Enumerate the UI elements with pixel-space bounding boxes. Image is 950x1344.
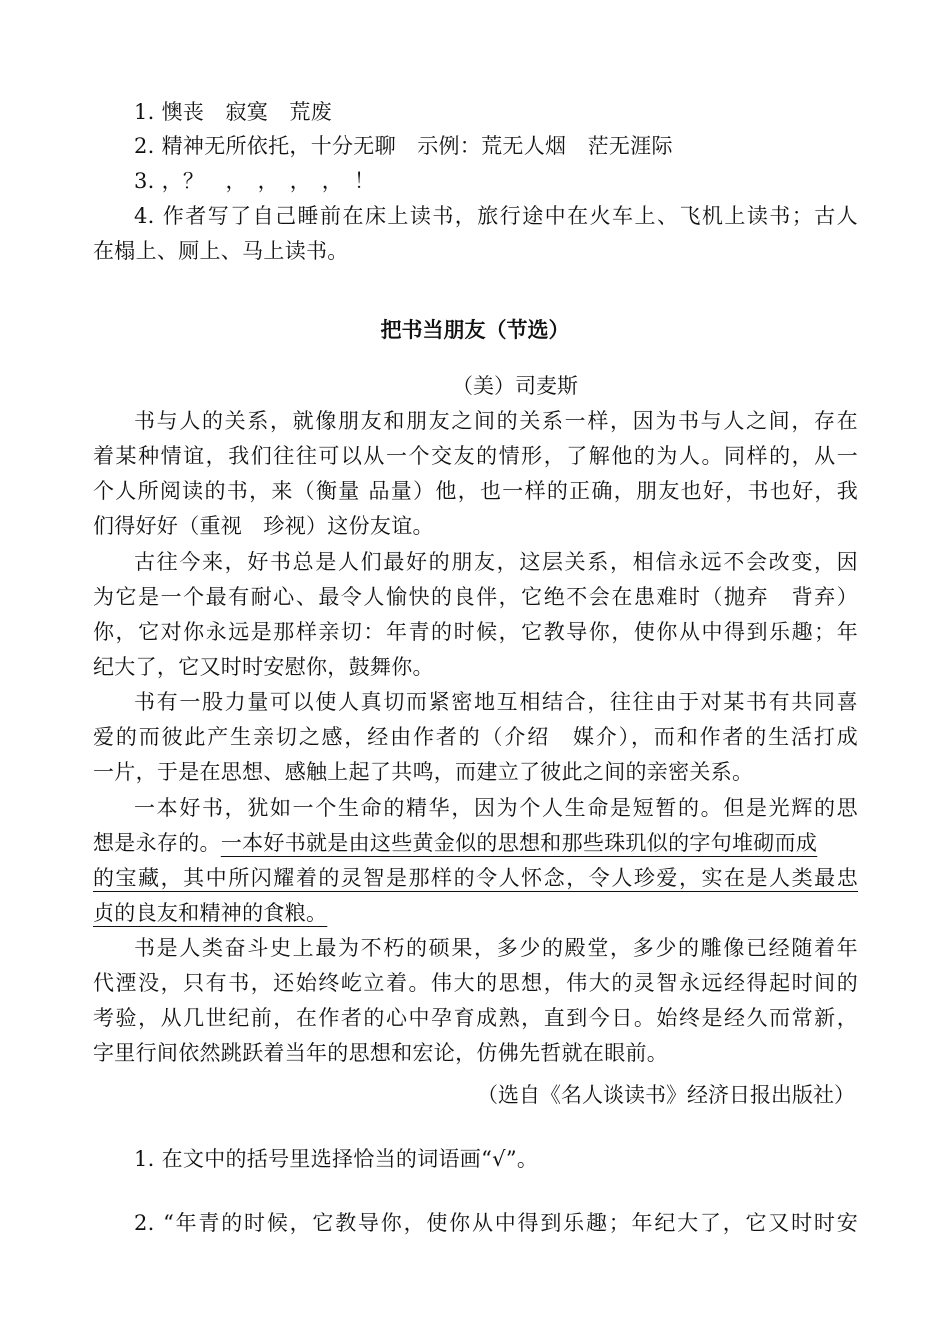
paragraph-3-line: 一片，于是在思想、感触上起了共鸣，而建立了彼此之间的亲密关系。 <box>93 760 754 784</box>
paragraph-5-line: 字里行间依然跳跃着当年的思想和宏论，仿佛先哲就在眼前。 <box>93 1041 669 1065</box>
underlined-sentence: 一本好书就是由这些黄金似的思想和那些珠玑似的字句堆砌而成 <box>220 831 818 855</box>
paragraph-3-line: 书有一股力量可以使人真切而紧密地互相结合，往往由于对某书有共同喜 <box>134 690 858 714</box>
paragraph-4-line <box>93 825 858 861</box>
paragraph-4-line <box>93 895 858 931</box>
paragraph-5-line: 考验，从几世纪前，在作者的心中孕育成熟，直到今日。始终是经久而常新， <box>93 1006 858 1030</box>
underlined-sentence: 贞的良友和精神的食粮。 <box>93 901 328 925</box>
paragraph-1-line: 书与人的关系，就像朋友和朋友之间的关系一样，因为书与人之间，存在 <box>134 409 858 433</box>
answer-3: 3. ，？ ， ， ， ， ！ <box>134 169 376 193</box>
paragraph-2-line: 为它是一个最有耐心、最令人愉快的良伴，它绝不会在患难时（抛弃 背弃） <box>93 585 858 609</box>
paragraph-1-line: 着某种情谊，我们往往可以从一个交友的情形，了解他的为人。同样的，从一 <box>93 444 858 468</box>
paragraph-4-plain-text: 想是永存的。 <box>93 831 221 855</box>
paragraph-5-line: 代湮没，只有书，还始终屹立着。伟大的思想，伟大的灵智永远经得起时间的 <box>93 971 858 995</box>
answer-4-line-1: 4. 作者写了自己睡前在床上读书，旅行途中在火车上、飞机上读书；古人 <box>134 204 858 228</box>
paragraph-4-line: 一本好书，犹如一个生命的精华，因为个人生命是短暂的。但是光辉的思 <box>134 796 858 820</box>
paragraph-2-line: 你，它对你永远是那样亲切：年青的时候，它教导你，使你从中得到乐趣；年 <box>93 620 858 644</box>
paragraph-3-line: 爱的而彼此产生亲切之感，经由作者的（介绍 媒介），而和作者的生活打成 <box>93 725 858 749</box>
answer-1: 1. 懊丧 寂寞 荒废 <box>134 100 333 124</box>
paragraph-2-line: 古往今来，好书总是人们最好的朋友，这层关系，相信永远不会改变，因 <box>134 550 858 574</box>
article-author: （美）司麦斯 <box>452 374 578 398</box>
paragraph-1-line: 个人所阅读的书，来（衡量 品量）他，也一样的正确，朋友也好，书也好，我 <box>93 479 858 503</box>
question-2: 2. “年青的时候，它教导你，使你从中得到乐趣；年纪大了，它又时时安 <box>134 1211 858 1235</box>
paragraph-2-line: 纪大了，它又时时安慰你，鼓舞你。 <box>93 655 434 679</box>
underlined-sentence: 的宝藏，其中所闪耀着的灵智是那样的令人怀念，令人珍爱，实在是人类最忠 <box>93 866 858 890</box>
paragraph-5-line: 书是人类奋斗史上最为不朽的硕果，多少的殿堂，多少的雕像已经随着年 <box>134 936 858 960</box>
article-title: 把书当朋友（节选） <box>380 318 570 342</box>
question-1: 1. 在文中的括号里选择恰当的词语画“√”。 <box>134 1147 539 1171</box>
answer-2: 2. 精神无所依托，十分无聊 示例：荒无人烟 茫无涯际 <box>134 134 673 158</box>
paragraph-1-line: 们得好好（重视 珍视）这份友谊。 <box>93 514 434 538</box>
answer-4-line-2: 在榻上、厕上、马上读书。 <box>93 239 349 263</box>
article-source: （选自《名人谈读书》经济日报出版社） <box>477 1083 855 1107</box>
